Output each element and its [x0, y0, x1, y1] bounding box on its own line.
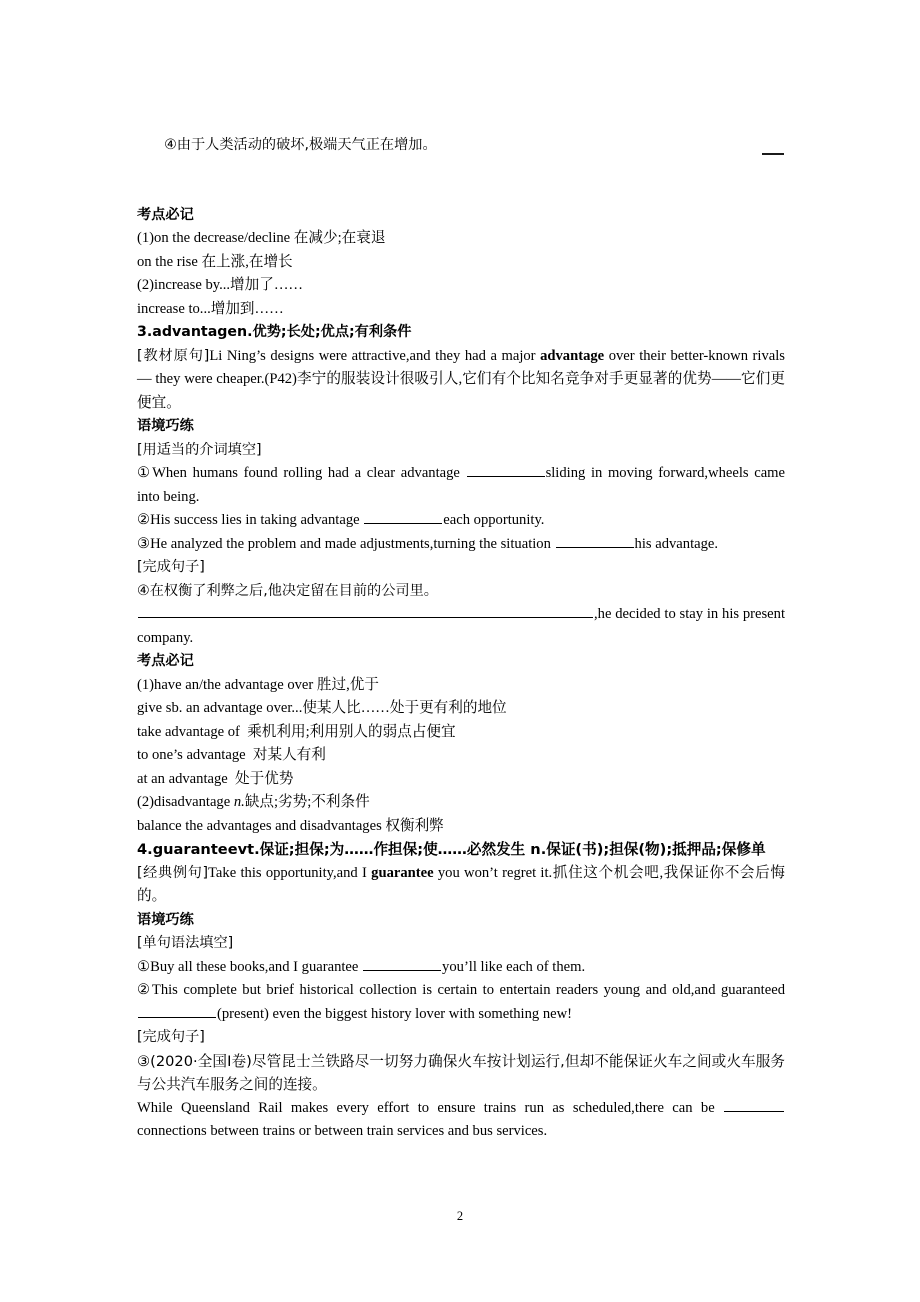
key-point-line: give sb. an advantage over...使某人比……处于更有利的地位 — [137, 700, 507, 716]
entry4-classic-post: you won’t regret it.抓住这个机会吧,我保证你不会后悔的。 — [137, 864, 785, 904]
page-number: 2 — [456, 1209, 464, 1223]
entry3-q1-pre: ①When humans found rolling had a clear advantage — [137, 465, 466, 481]
key-point-line: on the rise 在上涨,在增长 — [137, 253, 293, 270]
entry3-question-2 — [137, 509, 785, 533]
entry4-question-1 — [137, 956, 785, 980]
item4-translation-text: ④由于人类活动的破坏,极端天气正在增加。 — [164, 136, 437, 153]
entry4-practice-heading: 语境巧练 — [137, 911, 194, 928]
entry3-headword: 3.advantagen.优势;长处;优点;有利条件 — [137, 324, 412, 340]
disadvantage-pos-tag: n. — [233, 794, 245, 810]
entry4-classic-pre: Take this opportunity,and I — [208, 864, 372, 881]
entry3-question-1 — [137, 462, 785, 509]
fill-blank-long[interactable] — [138, 603, 593, 618]
entry4-classic-label: [经典例句] — [137, 864, 209, 881]
entry3-textbook-keyword: advantage — [540, 347, 605, 364]
key-points-heading-1: 考点必记 — [137, 206, 194, 223]
entry3-textbook-sentence — [137, 345, 785, 416]
fill-blank[interactable] — [724, 1097, 784, 1112]
entry3-textbook-label: [教材原句] — [137, 347, 210, 364]
key-point-line: to one’s advantage 对某人有利 — [137, 747, 326, 763]
entry3-q1-post: sliding in moving forward,wheels came into being. — [137, 465, 785, 505]
entry4-headword: 4.guaranteevt.保证;担保;为……作担保;使……必然发生 n.保证(书);担保(物);抵押品;保修单 — [137, 841, 766, 858]
entry4-q2-pre: ②This complete but brief historical collection is certain to entertain readers young and old,and guaranteed — [137, 982, 785, 998]
entry4-question-3-english — [137, 1097, 785, 1144]
entry4-q1-post: you’ll like each of them. — [442, 958, 586, 975]
key-point-line: (1)on the decrease/decline 在减少;在衰退 — [137, 230, 386, 246]
spacer-after-item4 — [137, 181, 785, 204]
fill-blank[interactable] — [138, 1003, 216, 1018]
fill-blank[interactable] — [364, 509, 442, 524]
entry4-q3-en-post: connections between trains or between train services and bus services. — [137, 1123, 548, 1139]
key-point-line: take advantage of 乘机利用;利用别人的弱点占便宜 — [137, 723, 456, 740]
entry4-q1-pre: ①Buy all these books,and I guarantee — [137, 958, 363, 975]
entry4-classic-sentence — [137, 862, 785, 909]
key-point-line-disadvantage — [137, 791, 785, 815]
fill-blank[interactable] — [556, 533, 634, 548]
key-point-line: (2)increase by...增加了…… — [137, 277, 304, 293]
entry3-textbook-pre: Li Ning’s designs were attractive,and they had a major — [209, 347, 541, 364]
key-point-line: increase to...增加到…… — [137, 300, 284, 317]
entry4-question-3-chinese: ③(2020·全国Ⅰ卷)尽管昆士兰铁路尽一切努力确保火车按计划运行,但却不能保证火车之间或火车服务与公共汽车服务之间的连接。 — [137, 1052, 785, 1093]
fill-blank[interactable] — [467, 462, 545, 477]
entry4-classic-keyword: guarantee — [371, 864, 434, 881]
entry3-textbook-post: over their better-known rivals — they were cheaper.(P42)李宁的服装设计很吸引人,它们有个比知名竞争对手更显著的优势——它们更便宜。 — [137, 347, 785, 411]
item4-translation-line — [137, 110, 785, 181]
disadvantage-post: 缺点;劣势;不利条件 — [244, 794, 370, 810]
key-point-line: at an advantage 处于优势 — [137, 770, 294, 787]
entry4-practice-label-1: [单句语法填空] — [137, 935, 234, 951]
page-content — [137, 110, 785, 1144]
key-point-line: balance the advantages and disadvantages 权衡利弊 — [137, 817, 444, 834]
fill-blank[interactable] — [363, 956, 441, 971]
entry3-q3-pre: ③He analyzed the problem and made adjustments,turning the situation — [137, 535, 555, 552]
entry4-practice-label-2: [完成句子] — [137, 1029, 205, 1045]
entry3-practice-heading: 语境巧练 — [137, 418, 194, 434]
entry3-q2-pre: ②His success lies in taking advantage — [137, 512, 364, 528]
entry3-q4-post: ,he decided to stay in his present company. — [137, 606, 785, 646]
entry3-practice-label-1: [用适当的介词填空] — [137, 441, 262, 458]
disadvantage-pre: (2)disadvantage — [137, 794, 234, 810]
entry3-question-3 — [137, 533, 785, 557]
entry3-key-points-heading: 考点必记 — [137, 653, 194, 669]
entry3-q3-post: his advantage. — [634, 535, 719, 552]
key-point-line: (1)have an/the advantage over 胜过,优于 — [137, 676, 379, 693]
entry4-q2-post: (present) even the biggest history lover with something new! — [217, 1005, 573, 1022]
entry4-q3-en-pre: While Queensland Rail makes every effort to ensure trains run as scheduled,there can be — [137, 1099, 723, 1116]
entry3-question-4-answer-line — [137, 603, 785, 650]
entry3-practice-label-2: [完成句子] — [137, 559, 205, 575]
entry4-question-2 — [137, 979, 785, 1026]
entry3-q2-post: each opportunity. — [443, 512, 545, 528]
entry3-question-4-chinese: ④在权衡了利弊之后,他决定留在目前的公司里。 — [137, 582, 438, 599]
